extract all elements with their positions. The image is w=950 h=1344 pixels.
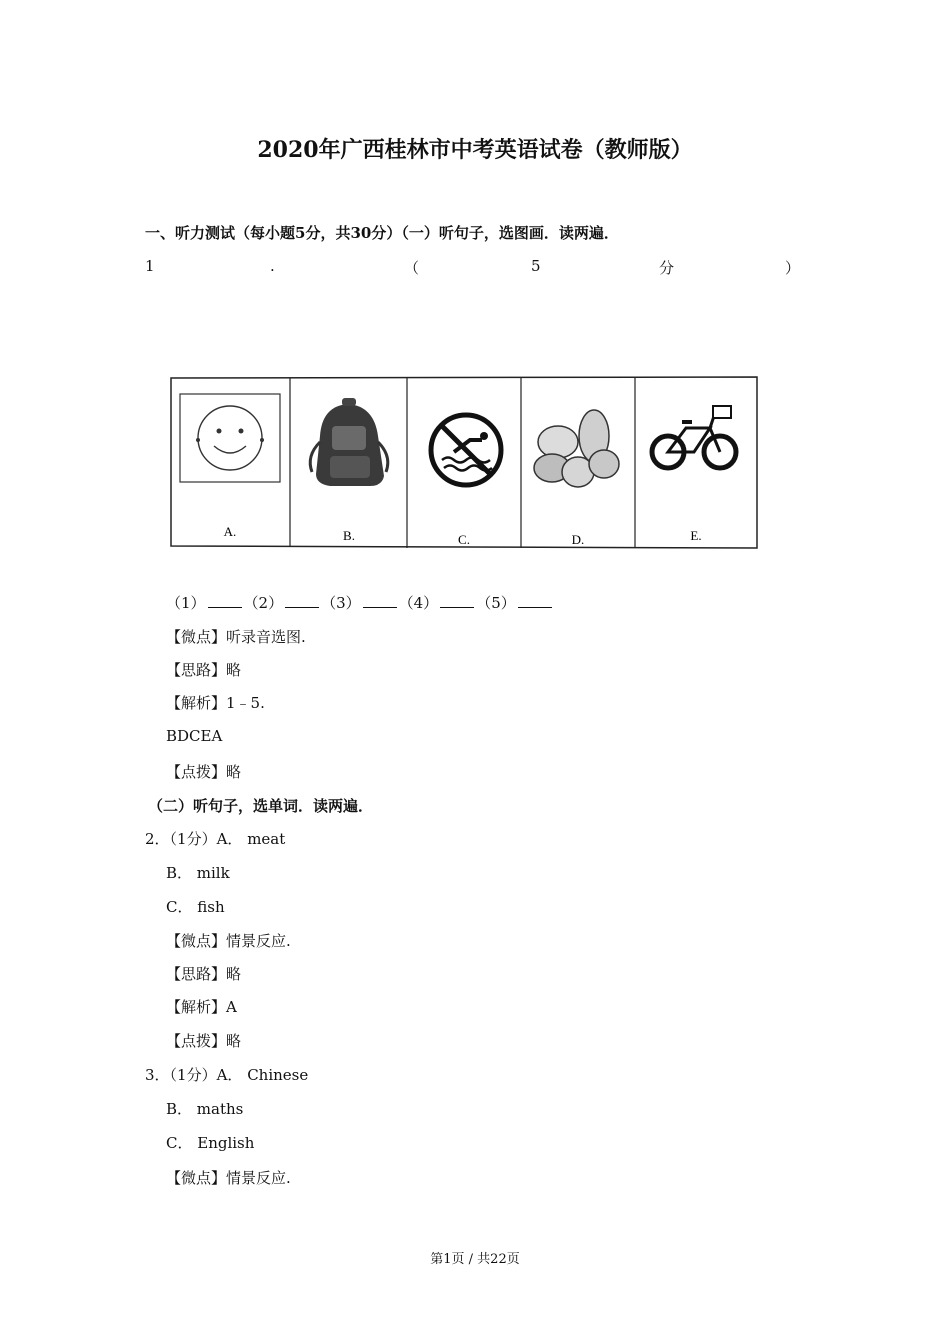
q3-option-b: B． maths — [166, 1100, 244, 1118]
section-1-heading: 一、听力测试（每小题5分，共30分）（一）听句子，选图画．读两遍． — [145, 224, 619, 242]
option-label-d: D. — [571, 532, 585, 547]
no-swimming-icon — [431, 415, 501, 485]
answer-blank-3[interactable] — [363, 595, 397, 608]
page-footer: 第1页 / 共22页 — [430, 1252, 520, 1267]
q1-unit: 分 — [659, 259, 675, 277]
option-label-e: E. — [690, 528, 702, 543]
q2-option-b: B． milk — [166, 864, 230, 882]
option-label-c: C. — [458, 532, 470, 547]
section-2-heading: （二）听句子，选单词．读两遍． — [148, 797, 374, 815]
answer-blank-2[interactable] — [285, 595, 319, 608]
picture-options-figure — [170, 376, 758, 552]
q2-stem: 2．（1分）A． meat — [145, 830, 286, 848]
q1-note-weidian: 【微点】听录音选图. — [166, 628, 306, 646]
answer-blank-1[interactable] — [208, 595, 242, 608]
q1-note-dianbo: 【点拨】略 — [166, 763, 242, 781]
q2-note-silu: 【思路】略 — [166, 965, 242, 983]
answer-blanks: （1） （2） （3） （4） （5） — [166, 592, 554, 613]
answer-blank-5[interactable] — [518, 595, 552, 608]
option-label-a: A. — [223, 524, 237, 539]
q2-note-dianbo: 【点拨】略 — [166, 1032, 242, 1050]
q1-note-jiexi: 【解析】1﹣5. — [166, 694, 265, 712]
q2-note-jiexi: 【解析】A — [166, 998, 237, 1016]
answer-blank-4[interactable] — [440, 595, 474, 608]
q1-score: 5 — [531, 257, 541, 275]
q3-note-weidian: 【微点】情景反应. — [166, 1169, 291, 1187]
q1-dot: . — [270, 257, 275, 275]
q1-left-paren: （ — [404, 259, 420, 277]
q1-note-silu: 【思路】略 — [166, 661, 242, 679]
q1-right-paren: ） — [785, 259, 801, 277]
q2-note-weidian: 【微点】情景反应. — [166, 932, 291, 950]
q2-option-c: C． fish — [166, 898, 225, 916]
q3-option-c: C． English — [166, 1134, 255, 1152]
page-title: 2020年广西桂林市中考英语试卷（教师版） — [257, 137, 693, 163]
option-label-b: B. — [343, 528, 355, 543]
q3-stem: 3．（1分）A． Chinese — [145, 1066, 309, 1084]
q1-answer: BDCEA — [166, 727, 223, 745]
q1-number: 1 — [145, 257, 155, 275]
